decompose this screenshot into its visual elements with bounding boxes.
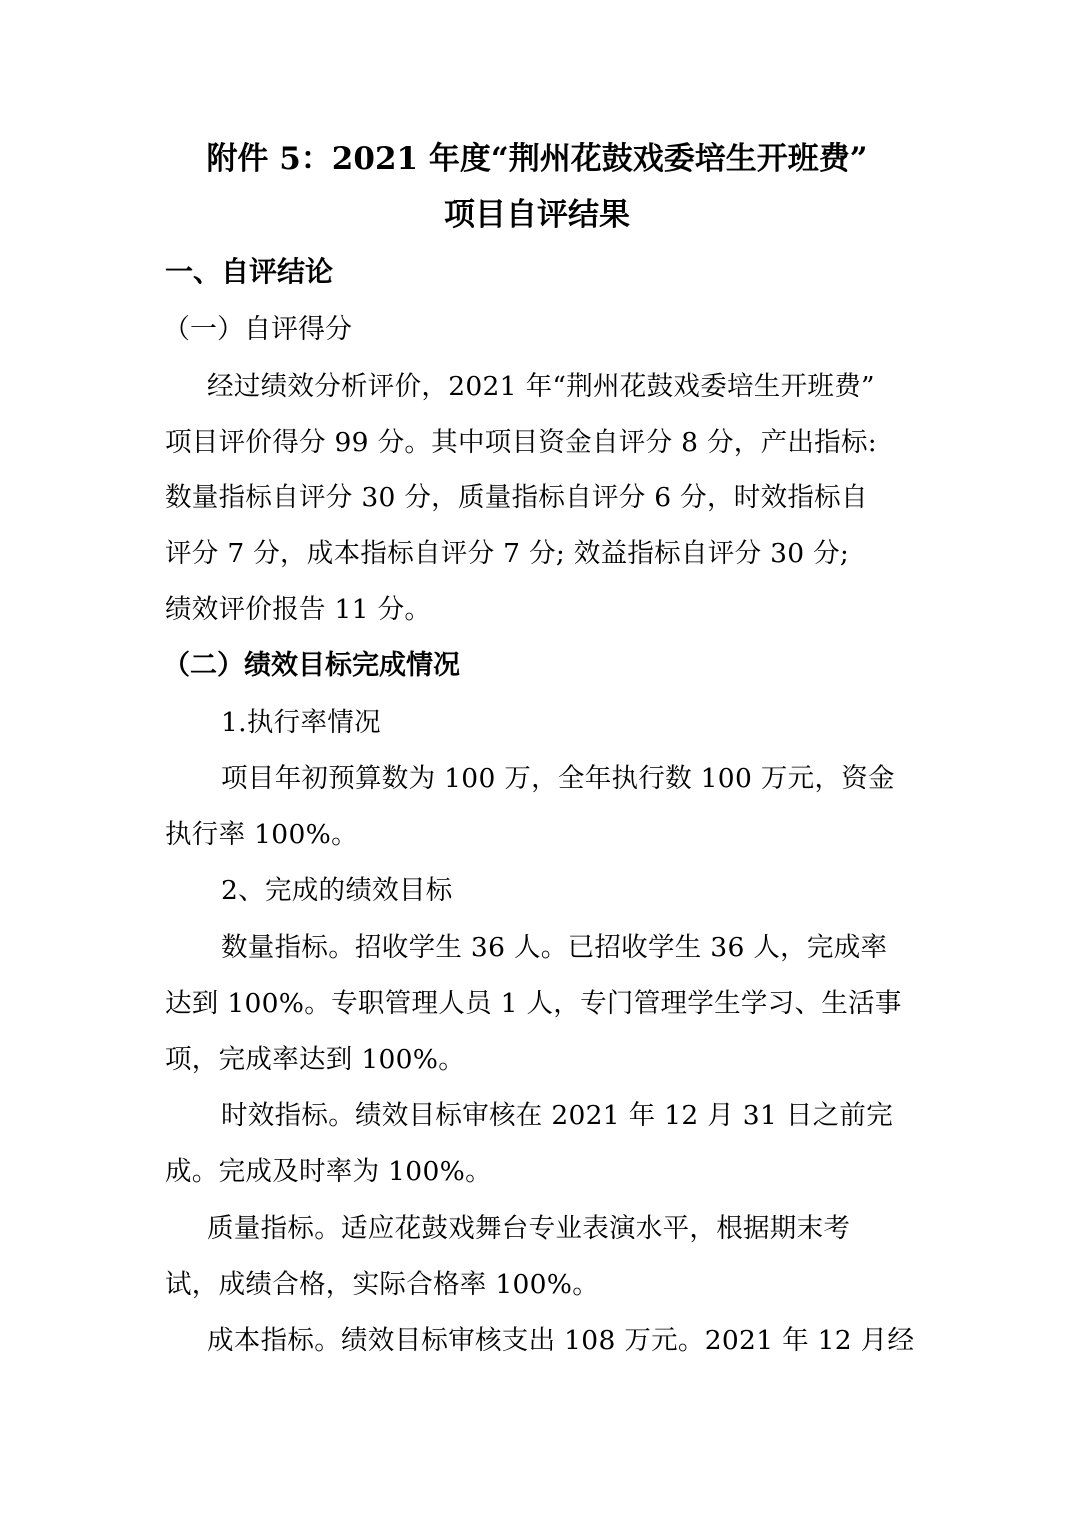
paragraph-timeliness-line: 成。完成及时率为 100%。 (165, 1156, 492, 1187)
subheading-goal-completion: （二）绩效目标完成情况 (163, 650, 460, 681)
paragraph-quantity-line: 数量指标。招收学生 36 人。已招收学生 36 人，完成率 (221, 932, 888, 963)
paragraph-score-line: 绩效评价报告 11 分。 (165, 594, 432, 625)
paragraph-execution-line: 执行率 100%。 (165, 819, 358, 850)
subheading-self-score: （一）自评得分 (163, 314, 352, 345)
item-heading-completed-goals: 2、完成的绩效目标 (221, 875, 453, 906)
document-title-line-1: 附件 5：2021 年度“荆州花鼓戏委培生开班费” (206, 141, 868, 177)
paragraph-score-line: 经过绩效分析评价，2021 年“荆州花鼓戏委培生开班费” (207, 371, 875, 402)
paragraph-execution-line: 项目年初预算数为 100 万，全年执行数 100 万元，资金 (221, 763, 895, 794)
paragraph-quantity-line: 项，完成率达到 100%。 (165, 1044, 466, 1075)
paragraph-score-line: 项目评价得分 99 分。其中项目资金自评分 8 分，产出指标: (165, 427, 878, 458)
section-heading-conclusion: 一、自评结论 (165, 255, 334, 288)
paragraph-score-line: 评分 7 分，成本指标自评分 7 分; 效益指标自评分 30 分; (165, 538, 850, 569)
paragraph-quality-line: 质量指标。适应花鼓戏舞台专业表演水平，根据期末考 (207, 1213, 851, 1244)
item-heading-execution-rate: 1.执行率情况 (221, 707, 381, 738)
paragraph-quantity-line: 达到 100%。专职管理人员 1 人，专门管理学生学习、生活事 (165, 988, 902, 1019)
paragraph-quality-line: 试，成绩合格，实际合格率 100%。 (165, 1269, 600, 1300)
document-title-line-2: 项目自评结果 (444, 197, 630, 233)
paragraph-timeliness-line: 时效指标。绩效目标审核在 2021 年 12 月 31 日之前完 (221, 1100, 894, 1131)
paragraph-score-line: 数量指标自评分 30 分，质量指标自评分 6 分，时效指标自 (165, 482, 868, 513)
paragraph-cost-line: 成本指标。绩效目标审核支出 108 万元。2021 年 12 月经 (207, 1325, 915, 1356)
